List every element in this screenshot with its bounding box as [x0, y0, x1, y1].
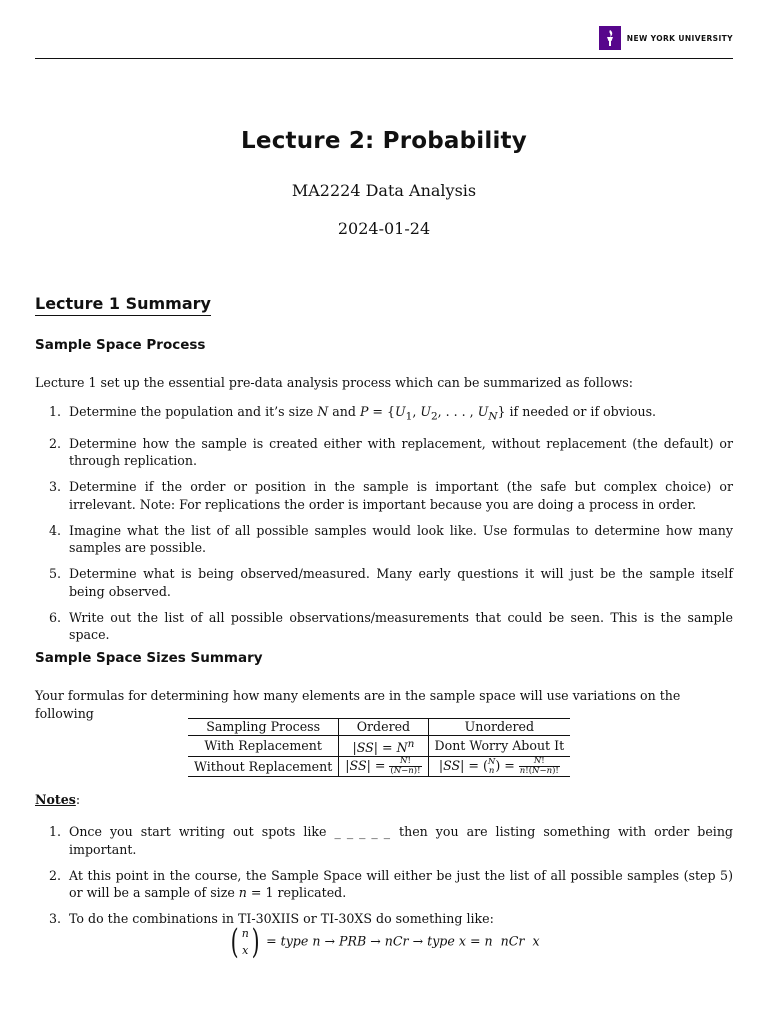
list-item: 1. Determine the population and it’s size N and $P = \{U_1$, $U_2$, . . . , $U_N$} if needed or if obvious. — [49, 404, 657, 423]
list-item: 2. At this point in the course, the Sample Space will either be just the list of all possible samples (step 5) or will be a sample of size n = 1 replicated. — [49, 867, 733, 900]
document-course: MA2224 Data Analysis — [291, 181, 477, 200]
table-row — [188, 719, 570, 736]
notes-label: Notes: — [35, 792, 81, 807]
table-cell: Dont Worry About It — [428, 736, 570, 757]
table-header: Ordered — [339, 719, 428, 736]
blank-spots: _ _ _ _ _ — [334, 824, 392, 839]
list-item: 2. Determine how the sample is created either with replacement, without replacement (the default) or through replication. — [49, 435, 733, 469]
nyu-logo — [599, 26, 733, 50]
table-cell: $|SS| = N^n$ — [339, 736, 428, 757]
section-heading: Lecture 1 Summary — [35, 294, 211, 316]
table-row — [188, 736, 570, 757]
calculator-formula: ( n x ) = type n → PRB → nCr → type x = n nCr x — [0, 925, 768, 959]
table-cell: Without Replacement — [188, 757, 339, 777]
list-item: 4. Imagine what the list of all possible samples would look like. Use formulas to determine how many samples are possible. — [49, 522, 733, 556]
sizes-intro: Your formulas for determining how many elements are in the sample space will use variations on the following — [35, 688, 681, 721]
list-item: 6. Write out the list of all possible observations/measurements that could be seen. This is the sample space. — [49, 609, 733, 643]
list-item: 3. Determine if the order or position in the sample is important (the safe but complex choice) or irrelevant. Note: For replications the order is important because you are doing a process in order. — [49, 479, 733, 512]
nyu-torch-icon — [599, 26, 621, 50]
logo-text: NEW YORK UNIVERSITY — [626, 33, 733, 43]
subsection-heading-sizes: Sample Space Sizes Summary — [35, 650, 263, 666]
sample-space-sizes-table — [188, 718, 570, 777]
list-item: 1. Once you start writing out spots like _ _ _ _ _ then you are listing something with order being important. — [49, 824, 733, 857]
document-title: Lecture 2: Probability — [241, 128, 527, 154]
notes-list — [35, 823, 733, 936]
page-header — [35, 22, 733, 59]
process-steps — [35, 403, 733, 652]
list-item: 3. To do the combinations in TI-30XIIS or TI-30XS do something like: — [49, 911, 494, 926]
table-header: Sampling Process — [188, 719, 339, 736]
list-item: 5. Determine what is being observed/measured. Many early questions it will just be the sample itself being observed. — [49, 566, 733, 599]
table-header: Unordered — [428, 719, 570, 736]
subsection-heading-process: Sample Space Process — [35, 337, 206, 353]
table-cell: |SS| = $\frac{N!}{(N-n)!}$ — [339, 757, 428, 777]
table-cell: With Replacement — [188, 736, 339, 757]
document-date: 2024-01-24 — [337, 219, 431, 238]
binomial-coefficient: ( n x ) — [231, 922, 260, 962]
process-intro: Lecture 1 set up the essential pre-data analysis process which can be summarized as follows: — [35, 375, 633, 390]
table-row — [188, 757, 570, 777]
table-cell: |SS| = ( N n ) = $\frac{N!}{n!(N-n)!}$ — [428, 757, 570, 777]
